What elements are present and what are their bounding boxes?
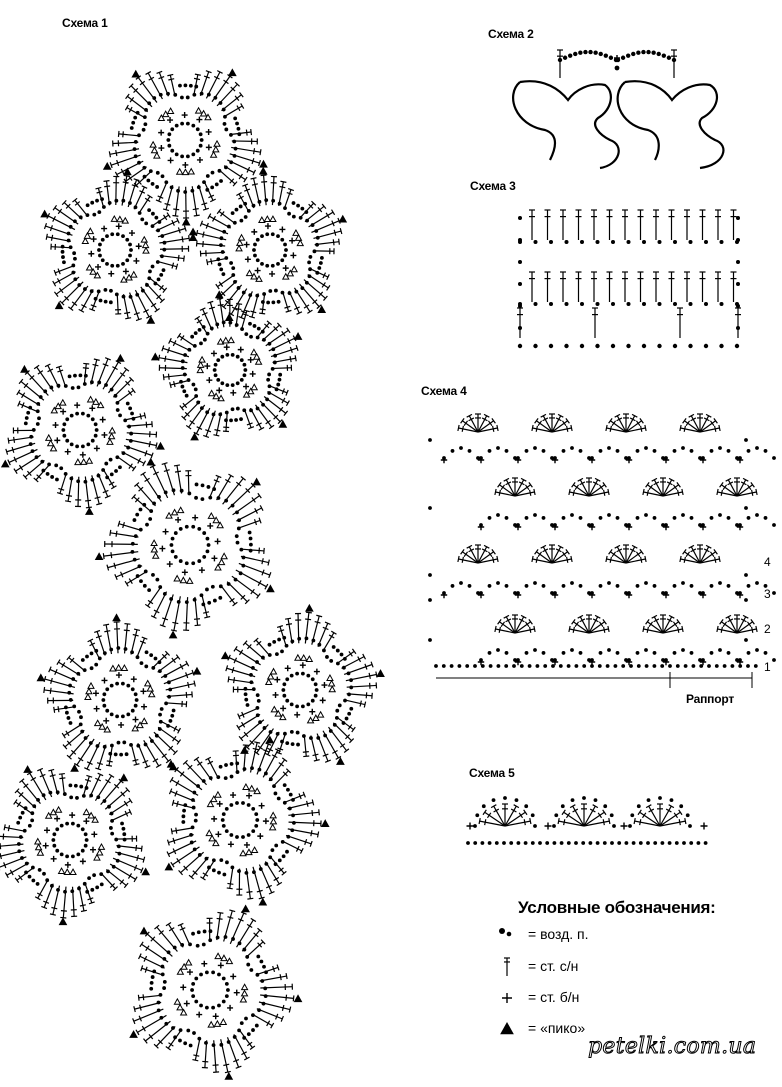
scheme-2-diagram: [513, 50, 723, 168]
scheme-1-label: Схема 1: [62, 16, 108, 30]
scheme-4-row-1: 1: [764, 660, 771, 674]
scheme-4-row-3: 3: [764, 587, 771, 601]
scheme-2-label: Схема 2: [488, 27, 534, 41]
scheme-3-diagram: [517, 210, 741, 348]
legend-item-picot: [494, 1019, 585, 1037]
scheme-3-label: Схема 3: [470, 179, 516, 193]
legend-item-chain: [494, 925, 589, 943]
scheme-1-motif-strip: [0, 69, 384, 1079]
legend-text-sc: = ст. б/н: [528, 989, 580, 1005]
legend-text-dc: = ст. с/н: [528, 958, 579, 974]
legend-item-sc: [494, 988, 579, 1006]
legend-text-chain: = возд. п.: [528, 926, 589, 942]
legend-item-dc: [494, 957, 578, 975]
scheme-4-diagram: [428, 414, 776, 688]
legend-symbols: [499, 928, 513, 1034]
scheme-4-row-2: 2: [764, 622, 771, 636]
scheme-4-label: Схема 4: [421, 384, 467, 398]
legend-text-picot: = «пико»: [528, 1020, 586, 1036]
scheme-5-diagram: [466, 796, 707, 845]
legend-title: Условные обозначения:: [518, 898, 716, 917]
scheme-5-label: Схема 5: [469, 766, 515, 780]
scheme-4-repeat-label: Раппорт: [686, 692, 734, 706]
scheme-4-row-4: 4: [764, 555, 771, 569]
watermark-text: petelki.com.ua: [588, 1034, 757, 1059]
